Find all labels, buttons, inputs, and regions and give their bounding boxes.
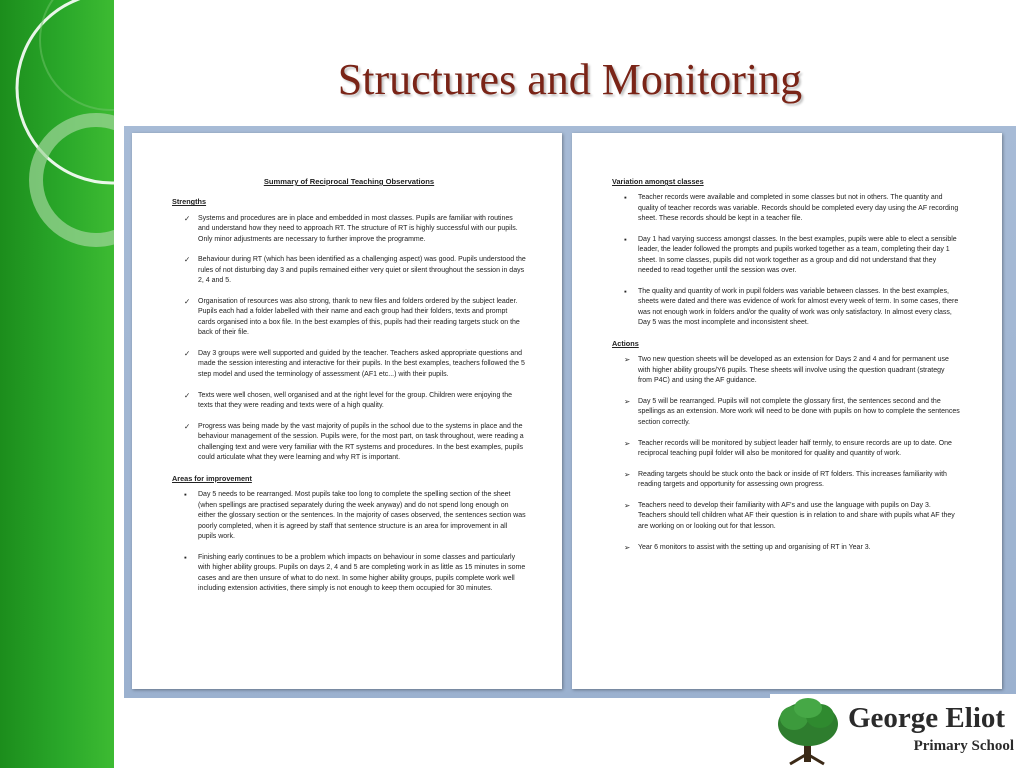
decorative-sidebar (0, 0, 114, 768)
list-item: ▪ Day 1 had varying success amongst classes. In the best examples, pupils were able to elect a sensible leader, the leader followed the prompts and pupils worked together as a team, completing their day 1 sheet. In some classes, pupils did not work together as a group and did not understand that they needed to read together until the session was over. (624, 235, 957, 275)
checkmark-icon: ✓ (184, 390, 191, 400)
list-item: ✓ Texts were well chosen, well organised and at the right level for the group. Children were enjoying the texts that they were reading and texts were of a high quality. (184, 390, 513, 410)
list-item: ➢ Reading targets should be stuck onto the back or inside of RT folders. This increases familiarity with reading targets and opportunity for assessing own progress. (624, 469, 947, 489)
slide-title: Structures and Monitoring (337, 55, 803, 104)
list-item: ➢ Teacher records will be monitored by subject leader half termly, to ensure records are up to date. One reciprocal teaching pupil folder will also be monitored for quality and quantity of work. (624, 438, 952, 458)
list-item: ✓ Behaviour during RT (which has been identified as a challenging aspect) was good. Pupils understood the rules of not disturbing day 3 and pupils remained either very quiet or silent throughout the session in days 2, 4 and 5. (184, 255, 526, 285)
square-bullet-icon: ▪ (624, 193, 627, 203)
list-item: ✓ Systems and procedures are in place and embedded in most classes. Pupils are familiar with routines and understand how they need to approach RT. The structure of RT is highly successful with our pupils. Only minor adjustments are necessary to further improve the programme. (184, 213, 518, 243)
checkmark-icon: ✓ (184, 297, 191, 307)
list-item: ▪ The quality and quantity of work in pupil folders was variable between classes. In the best examples, sheets were dated and there was evidence of work for almost every week of term. In some cases, there was not enough work in folders and/or the quality of work was only satisfactory. In almost every class, Day 5 was the most incomplete and inconsistent sheet. (624, 287, 959, 327)
checkmark-icon: ✓ (184, 213, 191, 223)
school-logo (770, 694, 1024, 768)
swirl-decoration (0, 0, 114, 768)
square-bullet-icon: ▪ (184, 490, 187, 500)
checkmark-icon: ✓ (184, 421, 191, 431)
improvement-list (172, 490, 526, 594)
list-item: ➢ Teachers need to develop their familiarity with AF's and use the language with pupils on Day 3. Teachers should tell children what AF their question is in relation to and share with pupils what AF they are working on or looking out for that lesson. (624, 501, 955, 530)
list-item: ✓ Progress was being made by the vast majority of pupils in the school due to the systems in place and the behaviour management of the session. Pupils were, for the most part, on task throughout, were reading a challenging text and were very familiar with the RT systems and procedures. In the best examples, pupils could articulate what they were learning and why RT is important. (184, 421, 524, 462)
strengths-heading: Strengths (172, 197, 207, 207)
checkmark-icon: ✓ (184, 349, 191, 359)
square-bullet-icon: ▪ (624, 287, 627, 297)
list-item: ➢ Two new question sheets will be developed as an extension for Days 2 and 4 and for permanent use with higher ability groups/Y6 pupils. These sheets will involve using the question quadrant (strategy from P4C) and using the AF guidance. (624, 355, 949, 385)
list-item: ✓ Organisation of resources was also strong, thank to new files and folders ordered by the subject leader. Pupils each had a folder labelled with their name and each group had their folders, texts and prompt cards organised into a box file. In the best examples of this, pupils had their reading targets stuck on the back of their file. (184, 297, 520, 337)
arrow-bullet-icon: ➢ (624, 438, 631, 448)
actions-list (612, 355, 960, 553)
arrow-bullet-icon: ➢ (624, 542, 631, 552)
list-item: ➢ Year 6 monitors to assist with the setting up and organising of RT in Year 3. (624, 542, 871, 552)
list-item: ▪ Teacher records were available and completed in some classes but not in others. The quantity and quality of teacher records was variable. Records should be completed every day using the AF recording sheet. These records should be kept in a teacher file. (624, 193, 959, 223)
school-name: George Eliot (848, 702, 1006, 734)
improvement-heading: Areas for improvement (172, 473, 252, 483)
document-page-right (572, 133, 1002, 689)
list-item: ✓ Day 3 groups were well supported and guided by the teacher. Teachers asked appropriate questions and made the session interesting and interactive for their pupils. In the best examples, teachers followed the 5 step model and used the terminology of assessment (AF1 etc...) with their pupils. (184, 349, 525, 378)
variation-heading: Variation amongst classes (612, 177, 704, 186)
list-item: ➢ Day 5 will be rearranged. Pupils will not complete the glossary first, the sentences second and the spellings as an extension. More work will need to be done with pupils on how to complete the sentences section correctly. (624, 397, 960, 426)
arrow-bullet-icon: ➢ (624, 397, 631, 407)
school-subtitle: Primary School (913, 738, 1014, 754)
arrow-bullet-icon: ➢ (624, 501, 631, 511)
variation-list (612, 193, 960, 328)
arrow-bullet-icon: ➢ (624, 355, 631, 365)
strengths-list (172, 214, 526, 464)
document-title: Summary of Reciprocal Teaching Observations (263, 177, 435, 186)
tree-icon (770, 694, 846, 768)
list-item: ▪ Day 5 needs to be rearranged. Most pupils take too long to complete the spelling section of the sheet (when spellings are practised separately during the week anyway) and do not spend long enough on either the glossary section or the sentences. In the majority of cases observed, the sentences section was poorly completed, when it is agreed by staff that sentence structure is an area for improvement in all pupils work. (184, 490, 526, 540)
list-item: ▪ Finishing early continues to be a problem which impacts on behaviour in some classes and particularly with higher ability groups. Pupils on days 2, 4 and 5 are completing work in as little as 15 minutes in some cases and are then unsure of what to do next. In some higher ability groups, pupils complete work well including extension activities, there simply is not enough to keep them occupied for 30 minutes. (184, 552, 526, 592)
arrow-bullet-icon: ➢ (624, 469, 631, 479)
square-bullet-icon: ▪ (624, 235, 627, 245)
actions-heading: Actions (612, 339, 639, 349)
document-page-left (132, 133, 562, 689)
square-bullet-icon: ▪ (184, 552, 187, 562)
document-preview (124, 126, 1016, 698)
checkmark-icon: ✓ (184, 255, 191, 265)
